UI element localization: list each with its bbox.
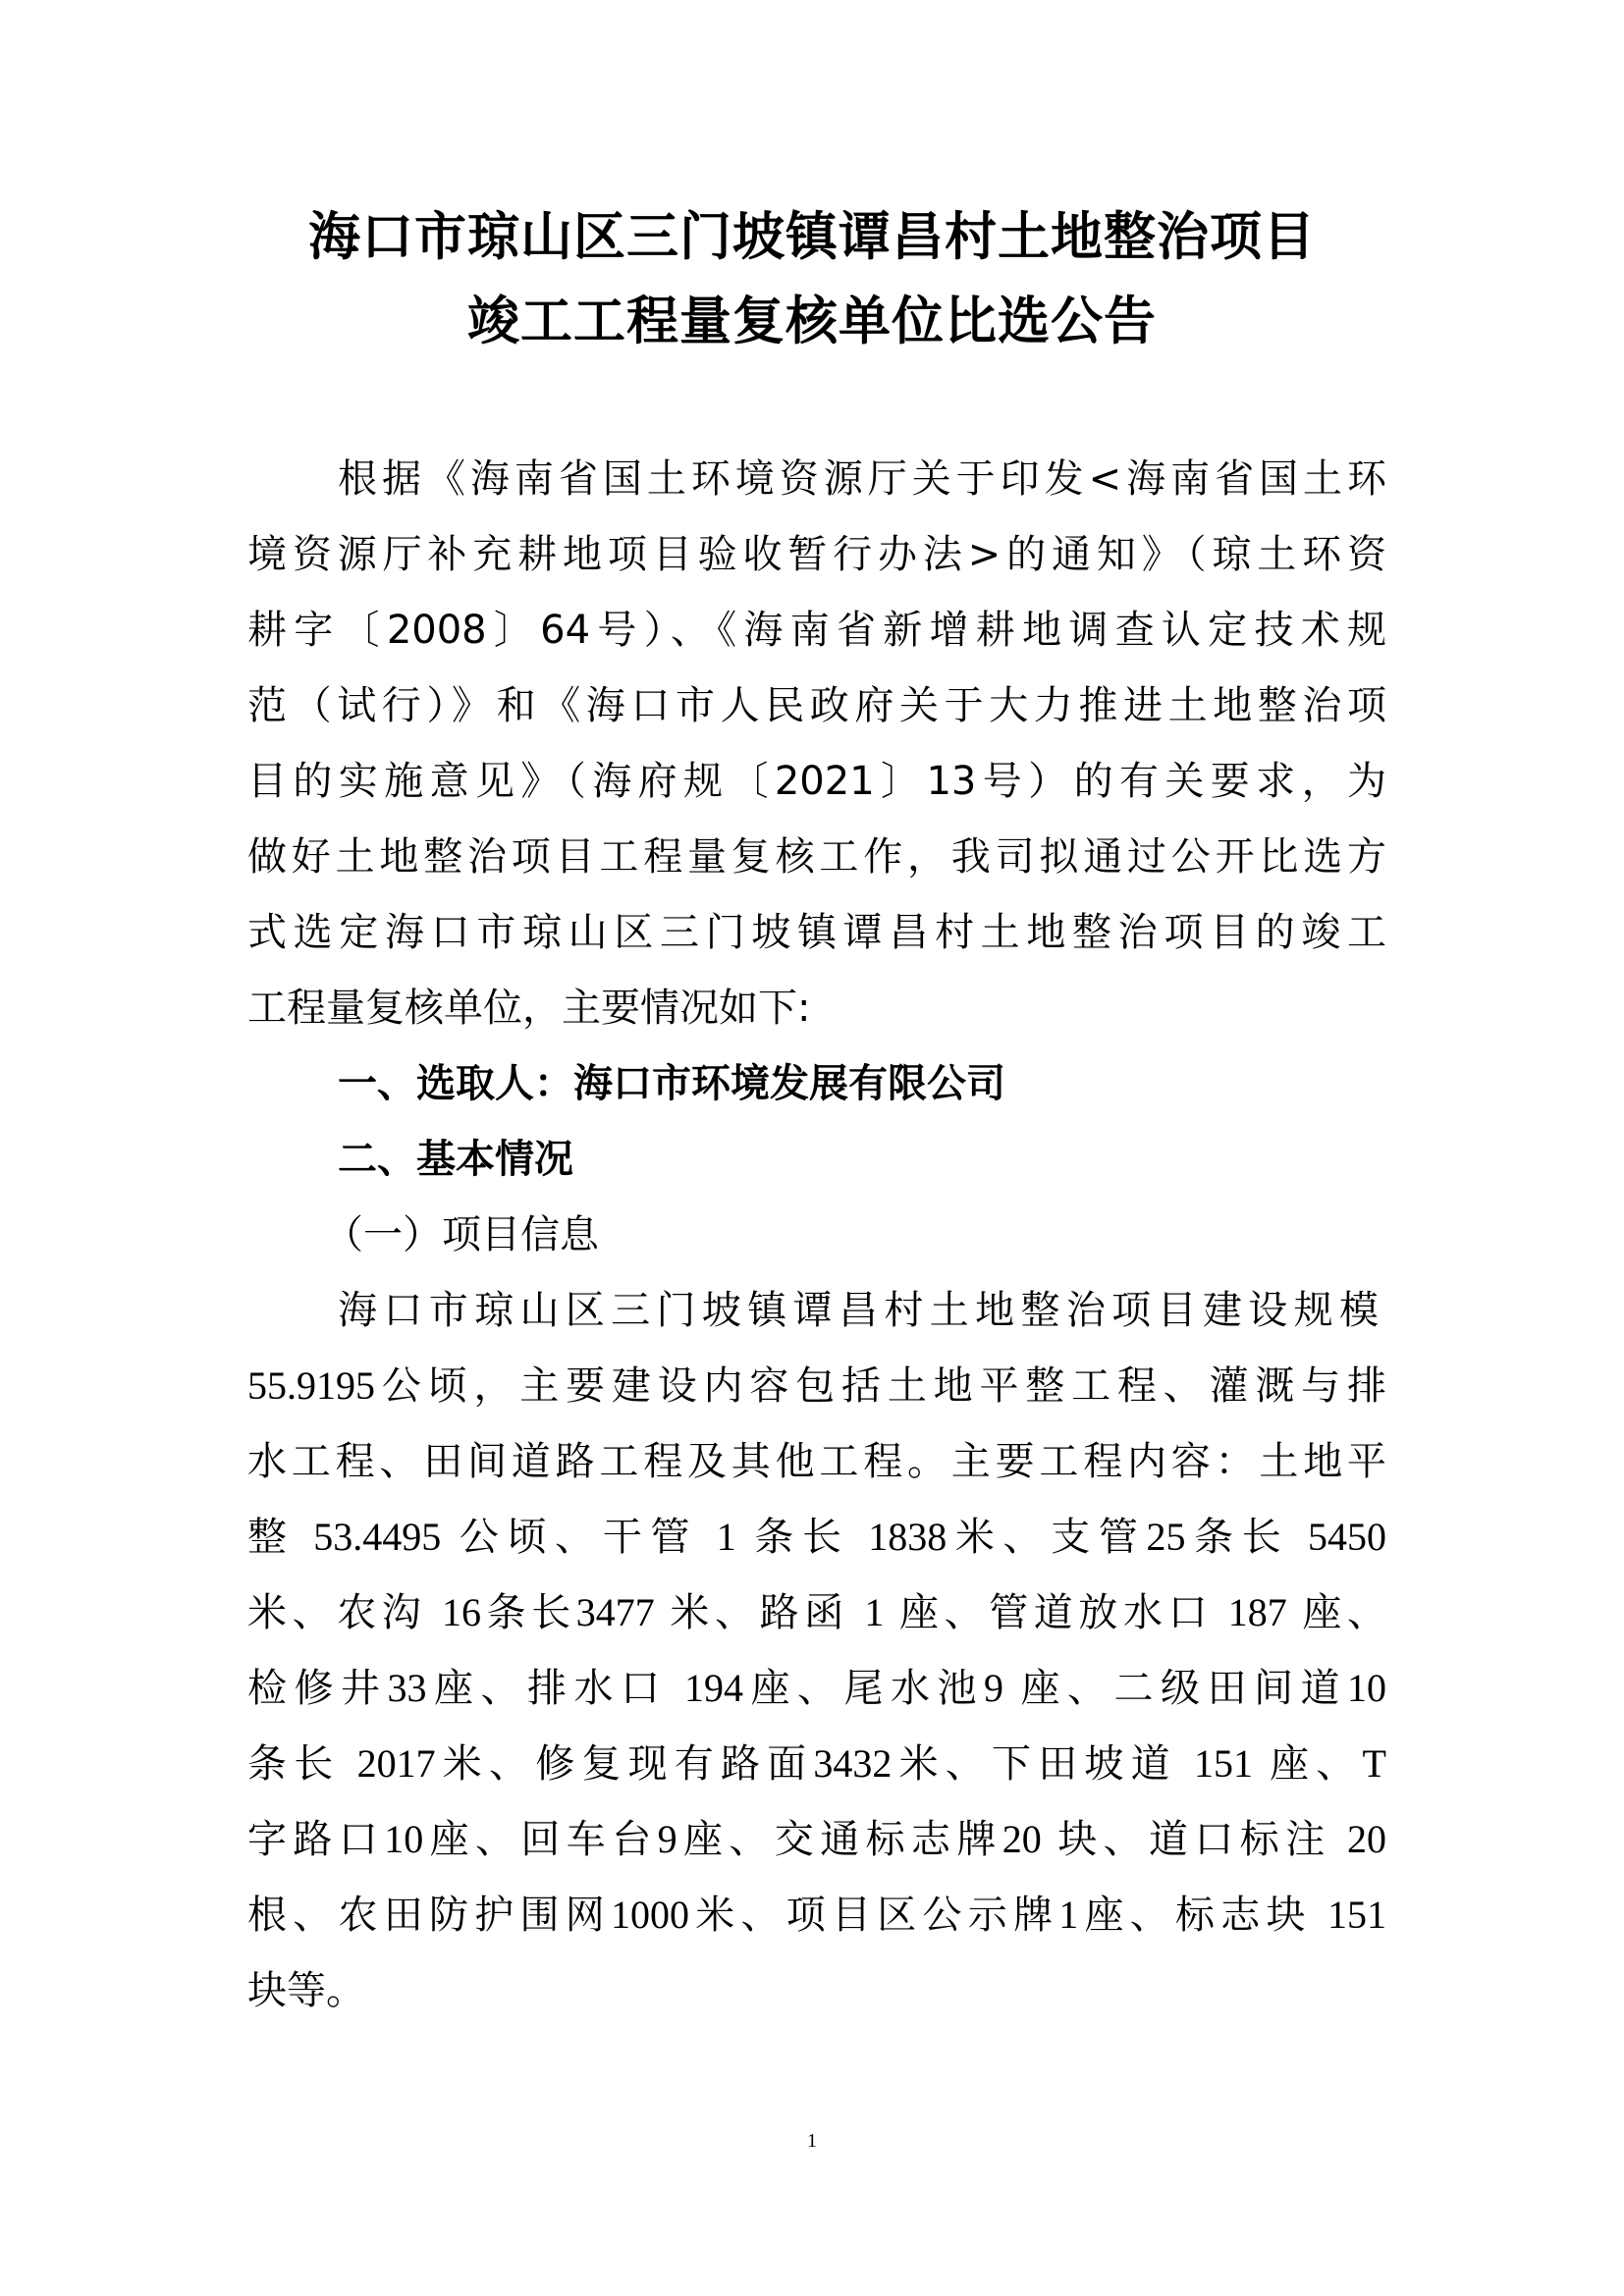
intro-line: 目的实施意见》（海府规〔2021〕13号）的有关要求，为 — [247, 759, 1386, 804]
intro-line: 范（试行）》和《海口市人民政府关于大力推进土地整治项 — [247, 683, 1386, 728]
subsection-heading-project-info: （一）项目信息 — [324, 1212, 599, 1257]
project-line: 根、农田防护围网1000米、项目区公示牌1座、标志块 151 — [247, 1893, 1386, 1937]
section-heading-basic-info: 二、基本情况 — [338, 1137, 573, 1182]
project-line: 米、农沟 16条长3477 米、路函 1 座、管道放水口 187 座、 — [247, 1590, 1386, 1634]
document-title-line-2: 竣工工程量复核单位比选公告 — [467, 292, 1157, 351]
page-number: 1 — [807, 2130, 817, 2152]
document-title-line-1: 海口市琼山区三门坡镇谭昌村土地整治项目 — [308, 207, 1316, 267]
intro-line: 根据《海南省国土环境资源厅关于印发<海南省国土环 — [338, 456, 1386, 502]
project-line: 整 53.4495 公顷、干管 1 条长 1838米、支管25条长 5450 — [247, 1515, 1386, 1559]
intro-line: 境资源厅补充耕地项目验收暂行办法>的通知》（琼土环资 — [247, 532, 1386, 577]
project-line: 检修井33座、排水口 194座、尾水池9 座、二级田间道10 — [247, 1666, 1386, 1710]
intro-line: 式选定海口市琼山区三门坡镇谭昌村土地整治项目的竣工 — [247, 910, 1386, 955]
intro-line: 工程量复核单位，主要情况如下: — [247, 986, 811, 1031]
intro-line: 做好土地整治项目工程量复核工作，我司拟通过公开比选方 — [247, 834, 1386, 880]
project-line: 条长 2017米、修复现有路面3432米、下田坡道 151 座、T — [247, 1741, 1386, 1786]
section-heading-selector: 一、选取人：海口市环境发展有限公司 — [338, 1061, 1005, 1106]
project-line: 字路口10座、回车台9座、交通标志牌20 块、道口标注 20 — [247, 1817, 1386, 1861]
project-line: 海口市琼山区三门坡镇谭昌村土地整治项目建设规模 — [338, 1288, 1379, 1332]
project-line: 55.9195公顷，主要建设内容包括土地平整工程、灌溉与排 — [247, 1363, 1386, 1408]
intro-line: 耕字〔2008〕64号）、《海南省新增耕地调查认定技术规 — [247, 608, 1386, 653]
project-line: 块等。 — [247, 1968, 365, 2012]
project-line: 水工程、田间道路工程及其他工程。主要工程内容：土地平 — [247, 1439, 1386, 1483]
